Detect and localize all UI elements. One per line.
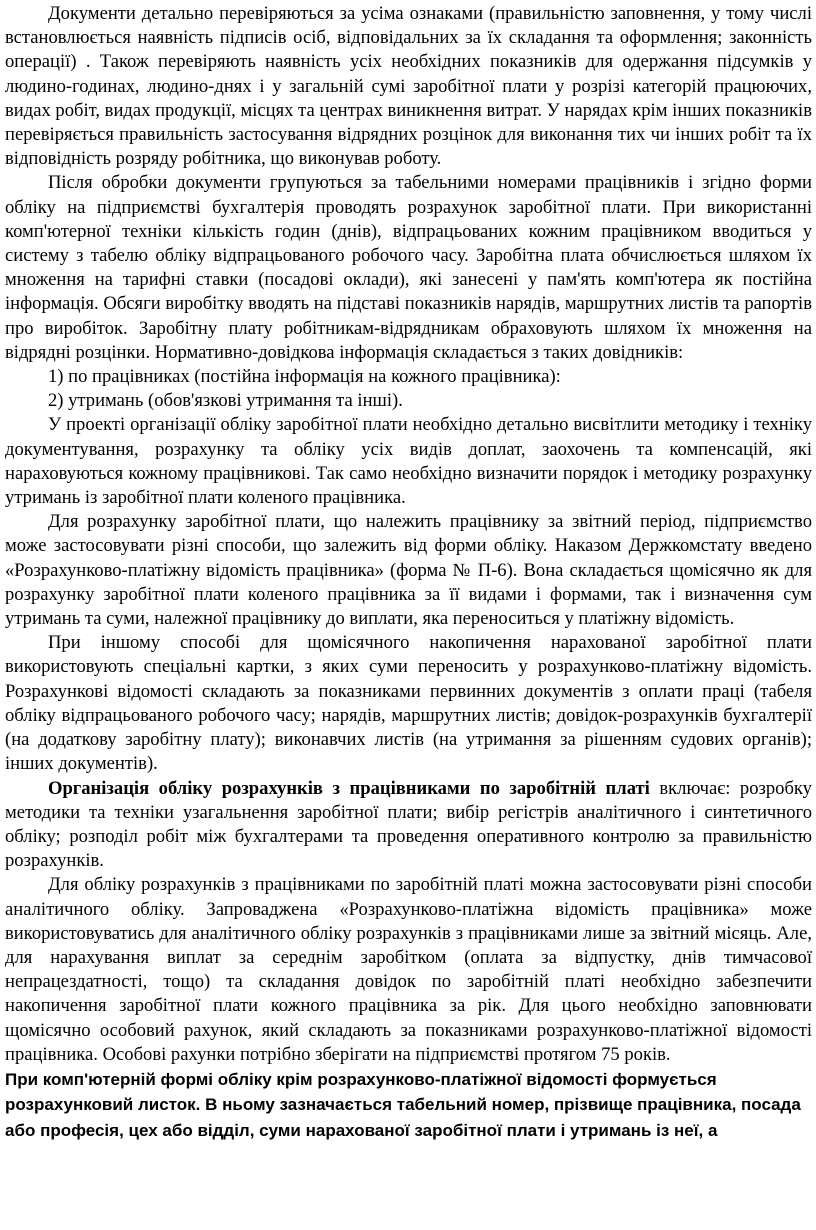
organization-rest-text: включає: розробку методики та техніки узагальнення заробітної плати; вибір регістрів аналітичного і синтетичного обліку; розподіл робіт між бухгалтерами та проведення оперативного контролю за правильністю розрахунків. — [5, 777, 812, 872]
paragraph-calculation-methods: Для розрахунку заробітної плати, що належить працівнику за звітний період, підприємство може застосовувати різні способи, що залежить від форми обліку. Наказом Держкомстату введено «Розрахунково-платіжну відомість працівника» (форма № П-6). Вона складається щомісячно як для розрахунку заробітної плати коленого працівника за її видами і формами, так і визначення сум утримань та суми, належної працівнику до виплати, яка переноситься у платіжну відомість. — [5, 511, 812, 630]
paragraph-organization — [5, 777, 812, 874]
paragraph-other-method: При іншому способі для щомісячного накопичення нарахованої заробітної плати використовують спеціальні картки, з яких суми переносить у розрахунково-платіжну відомість. Розрахункові відомості складають за показниками первинних документів з оплати праці (табеля обліку відпрацьованого робочого часу; нарядів, маршрутних листів; довідок-розрахунків бухгалтерії (на додаткову заробітну плату); виконавчих листів (на утримання за рішенням судових органів); інших документів). — [5, 632, 812, 775]
list-item-employees: 1) по працівниках (постійна інформація на кожного працівника): — [48, 366, 561, 388]
paragraph-analytic-accounting: Для обліку розрахунків з працівниками по заробітній платі можна застосовувати різні способи аналітичного обліку. Запроваджена «Розрахунково-платіжна відомість працівника» може використовуватись для аналітичного обліку розрахунків з працівниками лише за звітний місяць. Але, для нарахування виплат за середнім заробітком (оплата за відпустку, днів тимчасової непрацездатності, тощо) та складання довідок по заробітній платі необхідно забезпечити накопичення заробітної плати кожного працівника за рік. Для цього необхідно заповнювати щомісячно особовий рахунок, який складають за показниками розрахунково-платіжної відомості працівника. Особові рахунки потрібно зберігати на підприємстві протягом 75 років. — [5, 874, 812, 1065]
list-item-deductions: 2) утримань (обов'язкові утримання та інші). — [48, 390, 403, 412]
bold-lead-text: Організація обліку розрахунків з працівниками по заробітній платі — [48, 777, 650, 799]
paragraph-project: У проекті організації обліку заробітної плати необхідно детально висвітлити методику і техніку документування, розрахунку та обліку усіх видів доплат, заохочень та компенсацій, які нараховуються кожному працівникові. Так само необхідно визначити порядок і методику розрахунку утримань із заробітної плати коленого працівника. — [5, 414, 812, 509]
paragraph-processing: Після обробки документи групуються за табельними номерами працівників і згідно форми обліку на підприємстві бухгалтерія проводять розрахунок заробітної плати. При використанні комп'ютерної техніки кількість годин (днів), відпрацьованих кожним працівником вводиться у систему з табелю обліку відпрацьованого робочого часу. Заробітна плата обчислюється шляхом їх множення на тарифні ставки (посадові оклади), які занесені у пам'ять комп'ютера як постійна інформація. Обсяги виробітку вводять на підставі показників нарядів, маршрутних листів та рапортів про виробіток. Заробітну плату робітникам-відрядникам обраховують шляхом їх множення на відрядні розцінки. Нормативно-довідкова інформація складається з таких довідників: — [5, 172, 812, 363]
paragraph-computer-form: При комп'ютерній формі обліку крім розрахунково-платіжної відомості формується розрахунковий листок. В ньому зазначається табельний номер, прізвище працівника, посада або професія, цех або відділ, суми нарахованої заробітної плати і утримань із неї, а — [5, 1069, 801, 1140]
paragraph-document-check: Документи детально перевіряються за усіма ознаками (правильністю заповнення, у тому числі встановлюється наявність підписів осіб, відповідальних за їх складання та оформлення; законність операції) . Також перевіряють наявність усіх необхідних показників для одержання підсумків у людино-годинах, людино-днях і у загальній сумі заробітної плати у розрізі категорій працюючих, видах робіт, видах продукції, місцях та центрах виникнення витрат. У нарядах крім інших показників перевіряється правильність застосування відрядних розцінок для виконання тих чи інших робіт та їх відповідність розряду робітника, що виконував роботу. — [5, 3, 812, 170]
